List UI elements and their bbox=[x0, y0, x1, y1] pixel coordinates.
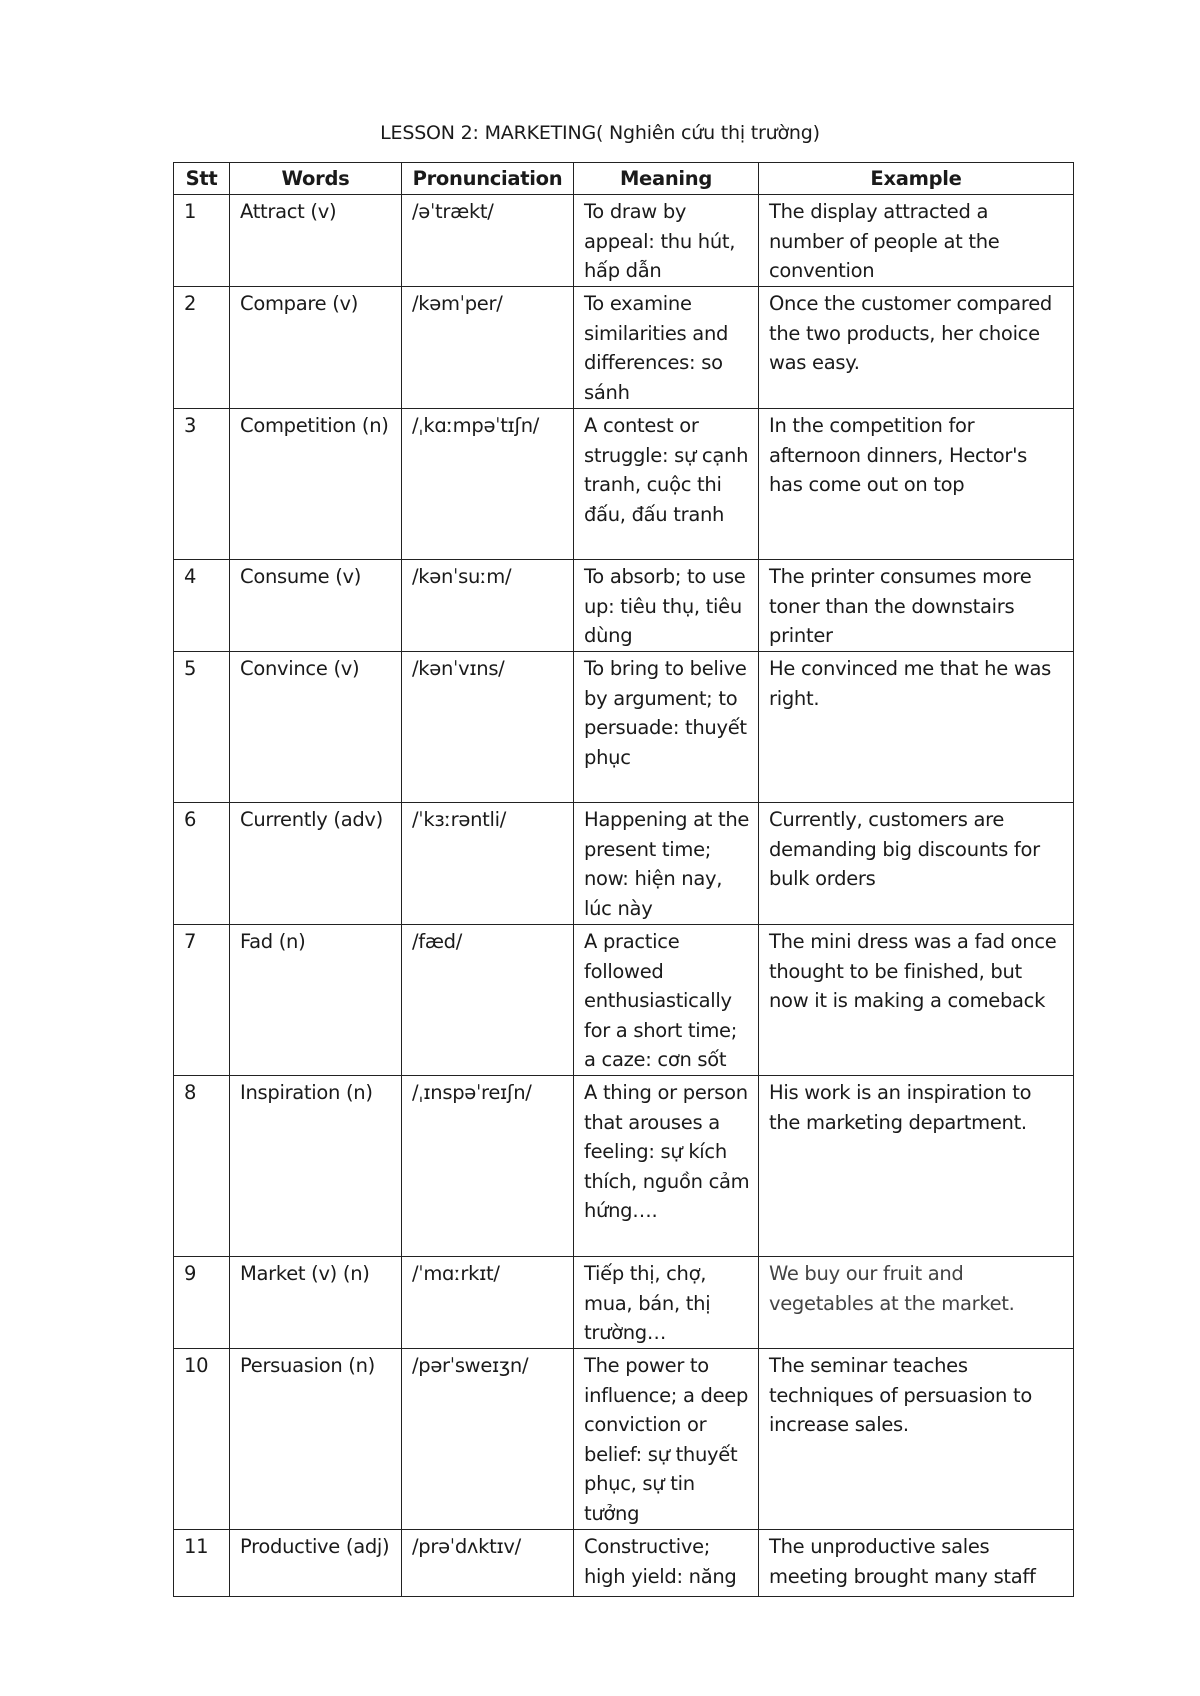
table-row bbox=[174, 287, 1074, 409]
row-pronunciation: /kənˈsuːm/ bbox=[402, 560, 574, 652]
row-word: Inspiration (n) bbox=[230, 1076, 402, 1257]
row-meaning: A contest or struggle: sự cạnh tranh, cuộc thi đấu, đấu tranh bbox=[574, 409, 759, 560]
row-stt: 3 bbox=[174, 409, 230, 560]
row-meaning: Happening at the present time; now: hiện nay, lúc này bbox=[574, 803, 759, 925]
header-example: Example bbox=[759, 163, 1074, 195]
table-row bbox=[174, 1530, 1074, 1597]
row-word: Convince (v) bbox=[230, 652, 402, 803]
header-words: Words bbox=[230, 163, 402, 195]
table-row bbox=[174, 652, 1074, 803]
table-row bbox=[174, 409, 1074, 560]
table-row bbox=[174, 925, 1074, 1076]
row-example: The unproductive sales meeting brought many staff bbox=[759, 1530, 1074, 1597]
table-row bbox=[174, 195, 1074, 287]
row-stt: 10 bbox=[174, 1349, 230, 1530]
row-word: Productive (adj) bbox=[230, 1530, 402, 1597]
row-meaning: To bring to belive by argument; to persuade: thuyết phục bbox=[574, 652, 759, 803]
row-meaning: A practice followed enthusiastically for a short time; a caze: cơn sốt bbox=[574, 925, 759, 1076]
row-stt: 8 bbox=[174, 1076, 230, 1257]
row-word: Persuasion (n) bbox=[230, 1349, 402, 1530]
row-pronunciation: /əˈtrækt/ bbox=[402, 195, 574, 287]
row-meaning: To draw by appeal: thu hút, hấp dẫn bbox=[574, 195, 759, 287]
vocabulary-table bbox=[173, 162, 1074, 1597]
row-example: We buy our fruit and vegetables at the market. bbox=[759, 1257, 1074, 1349]
row-stt: 7 bbox=[174, 925, 230, 1076]
row-example: The printer consumes more toner than the downstairs printer bbox=[759, 560, 1074, 652]
row-meaning: The power to influence; a deep conviction or belief: sự thuyết phục, sự tin tưởng bbox=[574, 1349, 759, 1530]
row-pronunciation: /kəmˈper/ bbox=[402, 287, 574, 409]
table-row bbox=[174, 560, 1074, 652]
row-stt: 6 bbox=[174, 803, 230, 925]
row-example: Once the customer compared the two products, her choice was easy. bbox=[759, 287, 1074, 409]
table-row bbox=[174, 1257, 1074, 1349]
row-example: The display attracted a number of people at the convention bbox=[759, 195, 1074, 287]
header-pronunciation: Pronunciation bbox=[402, 163, 574, 195]
row-meaning: Constructive; high yield: năng bbox=[574, 1530, 759, 1597]
row-example: The mini dress was a fad once thought to be finished, but now it is making a comeback bbox=[759, 925, 1074, 1076]
row-stt: 9 bbox=[174, 1257, 230, 1349]
header-meaning: Meaning bbox=[574, 163, 759, 195]
table-row bbox=[174, 1349, 1074, 1530]
row-word: Competition (n) bbox=[230, 409, 402, 560]
row-word: Attract (v) bbox=[230, 195, 402, 287]
row-word: Fad (n) bbox=[230, 925, 402, 1076]
row-example: He convinced me that he was right. bbox=[759, 652, 1074, 803]
row-pronunciation: /ˌɪnspəˈreɪʃn/ bbox=[402, 1076, 574, 1257]
row-stt: 2 bbox=[174, 287, 230, 409]
row-example: Currently, customers are demanding big discounts for bulk orders bbox=[759, 803, 1074, 925]
row-pronunciation: /kənˈvɪns/ bbox=[402, 652, 574, 803]
row-pronunciation: /ˌkɑːmpəˈtɪʃn/ bbox=[402, 409, 574, 560]
row-pronunciation: /fæd/ bbox=[402, 925, 574, 1076]
row-pronunciation: /prəˈdʌktɪv/ bbox=[402, 1530, 574, 1597]
row-meaning: To examine similarities and differences: so sánh bbox=[574, 287, 759, 409]
row-meaning: Tiếp thị, chợ, mua, bán, thị trường… bbox=[574, 1257, 759, 1349]
row-word: Consume (v) bbox=[230, 560, 402, 652]
row-meaning: A thing or person that arouses a feeling: sự kích thích, nguồn cảm hứng…. bbox=[574, 1076, 759, 1257]
row-pronunciation: /ˈmɑːrkɪt/ bbox=[402, 1257, 574, 1349]
row-word: Compare (v) bbox=[230, 287, 402, 409]
row-example: The seminar teaches techniques of persuasion to increase sales. bbox=[759, 1349, 1074, 1530]
row-meaning: To absorb; to use up: tiêu thụ, tiêu dùng bbox=[574, 560, 759, 652]
row-pronunciation: /pərˈsweɪʒn/ bbox=[402, 1349, 574, 1530]
row-word: Market (v) (n) bbox=[230, 1257, 402, 1349]
table-header-row bbox=[174, 163, 1074, 195]
row-stt: 5 bbox=[174, 652, 230, 803]
row-stt: 4 bbox=[174, 560, 230, 652]
row-word: Currently (adv) bbox=[230, 803, 402, 925]
table-row bbox=[174, 803, 1074, 925]
row-stt: 1 bbox=[174, 195, 230, 287]
row-example: His work is an inspiration to the marketing department. bbox=[759, 1076, 1074, 1257]
table-row bbox=[174, 1076, 1074, 1257]
header-stt: Stt bbox=[174, 163, 230, 195]
row-pronunciation: /ˈkɜːrəntli/ bbox=[402, 803, 574, 925]
row-stt: 11 bbox=[174, 1530, 230, 1597]
page-title: LESSON 2: MARKETING( Nghiên cứu thị trường) bbox=[380, 122, 820, 144]
row-example: In the competition for afternoon dinners, Hector's has come out on top bbox=[759, 409, 1074, 560]
